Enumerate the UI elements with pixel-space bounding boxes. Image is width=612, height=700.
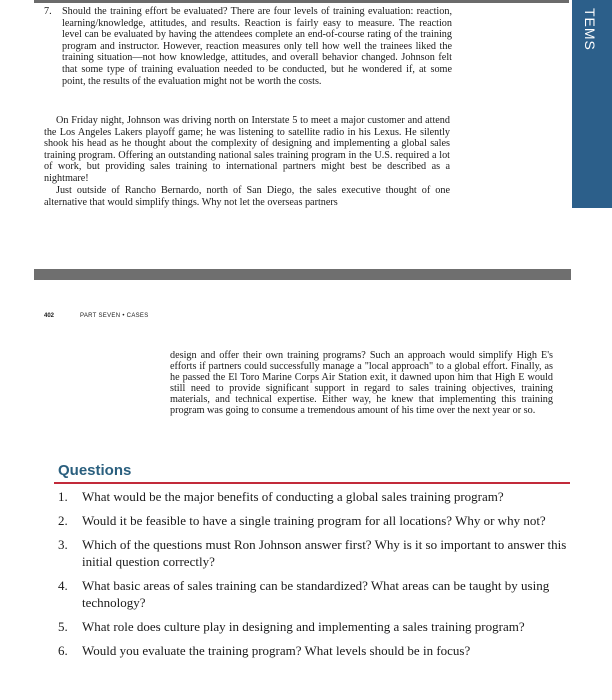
page-number: 402: [44, 313, 55, 319]
body-paragraph: Just outside of Rancho Bernardo, north of San Diego, the sales executive thought of one alternative that would simplify things. Why not let the overseas partners: [44, 185, 450, 208]
running-head: PART SEVEN • CASES: [80, 313, 149, 319]
chapter-side-tab: [572, 0, 612, 208]
question-item: 6. Would you evaluate the training program? What levels should be in focus?: [58, 643, 471, 658]
side-tab-label: TEMS: [582, 8, 598, 51]
top-rule: [34, 0, 569, 3]
question-item: 3. Which of the questions must Ron Johnson answer first? Why is it so important to answer this initial question correctly?: [58, 537, 567, 569]
question-item: 4. What basic areas of sales training can be standardized? What areas can be taught by using technology?: [58, 578, 550, 610]
questions-heading: Questions: [58, 462, 132, 479]
question-item: 5. What role does culture play in designing and implementing a sales training program?: [58, 619, 525, 634]
continuation-paragraph: design and offer their own training programs? Such an approach would simplify High E's efforts if partners could successfully manage a "local approach" to a global effort. Finally, as he passed the El Toro Marine Corps Air Station exit, it dawned upon him that High E would still need to provide significant support in regard to sales training objectives, training materials, and technical expertise. Either way, he knew that implementing this training program was going to consume a tremendous amount of his time over the next year or so.: [170, 350, 553, 417]
list-item-7: [44, 6, 452, 87]
item-text: Should the training effort be evaluated? There are four levels of training evaluation: reaction, learning/knowledge, attitudes, and results. Reaction is fairly easy to measure. The reaction level can be evaluated by having the attendees complete an end-of-course rating of the training program and instructor. However, reaction measures only tell how well the trainees liked the training situation—not how knowledge, attitudes, and overall behavior changed. Johnson felt that some type of training evaluation needed to be conducted, but he wondered if, at some point, the results of the evaluation might not be worth the costs.: [62, 6, 452, 87]
questions-list: [54, 488, 570, 666]
question-item: 1. What would be the major benefits of conducting a global sales training program?: [58, 489, 504, 504]
questions-rule: [54, 482, 570, 484]
body-paragraph: On Friday night, Johnson was driving north on Interstate 5 to meet a major customer and attend the Los Angeles Lakers playoff game; he was listening to satellite radio in his Lexus. He silently shook his head as he thought about the complexity of designing and implementing a global sales training program. Offering an outstanding national sales training program in the U.S. required a lot of work, but providing sales training to international partners might best be described as a nightmare!: [44, 115, 450, 184]
question-item: 2. Would it be feasible to have a single training program for all locations? Why or why not?: [58, 513, 546, 528]
item-number: 7.: [44, 6, 52, 17]
page-break-band: [34, 269, 571, 280]
